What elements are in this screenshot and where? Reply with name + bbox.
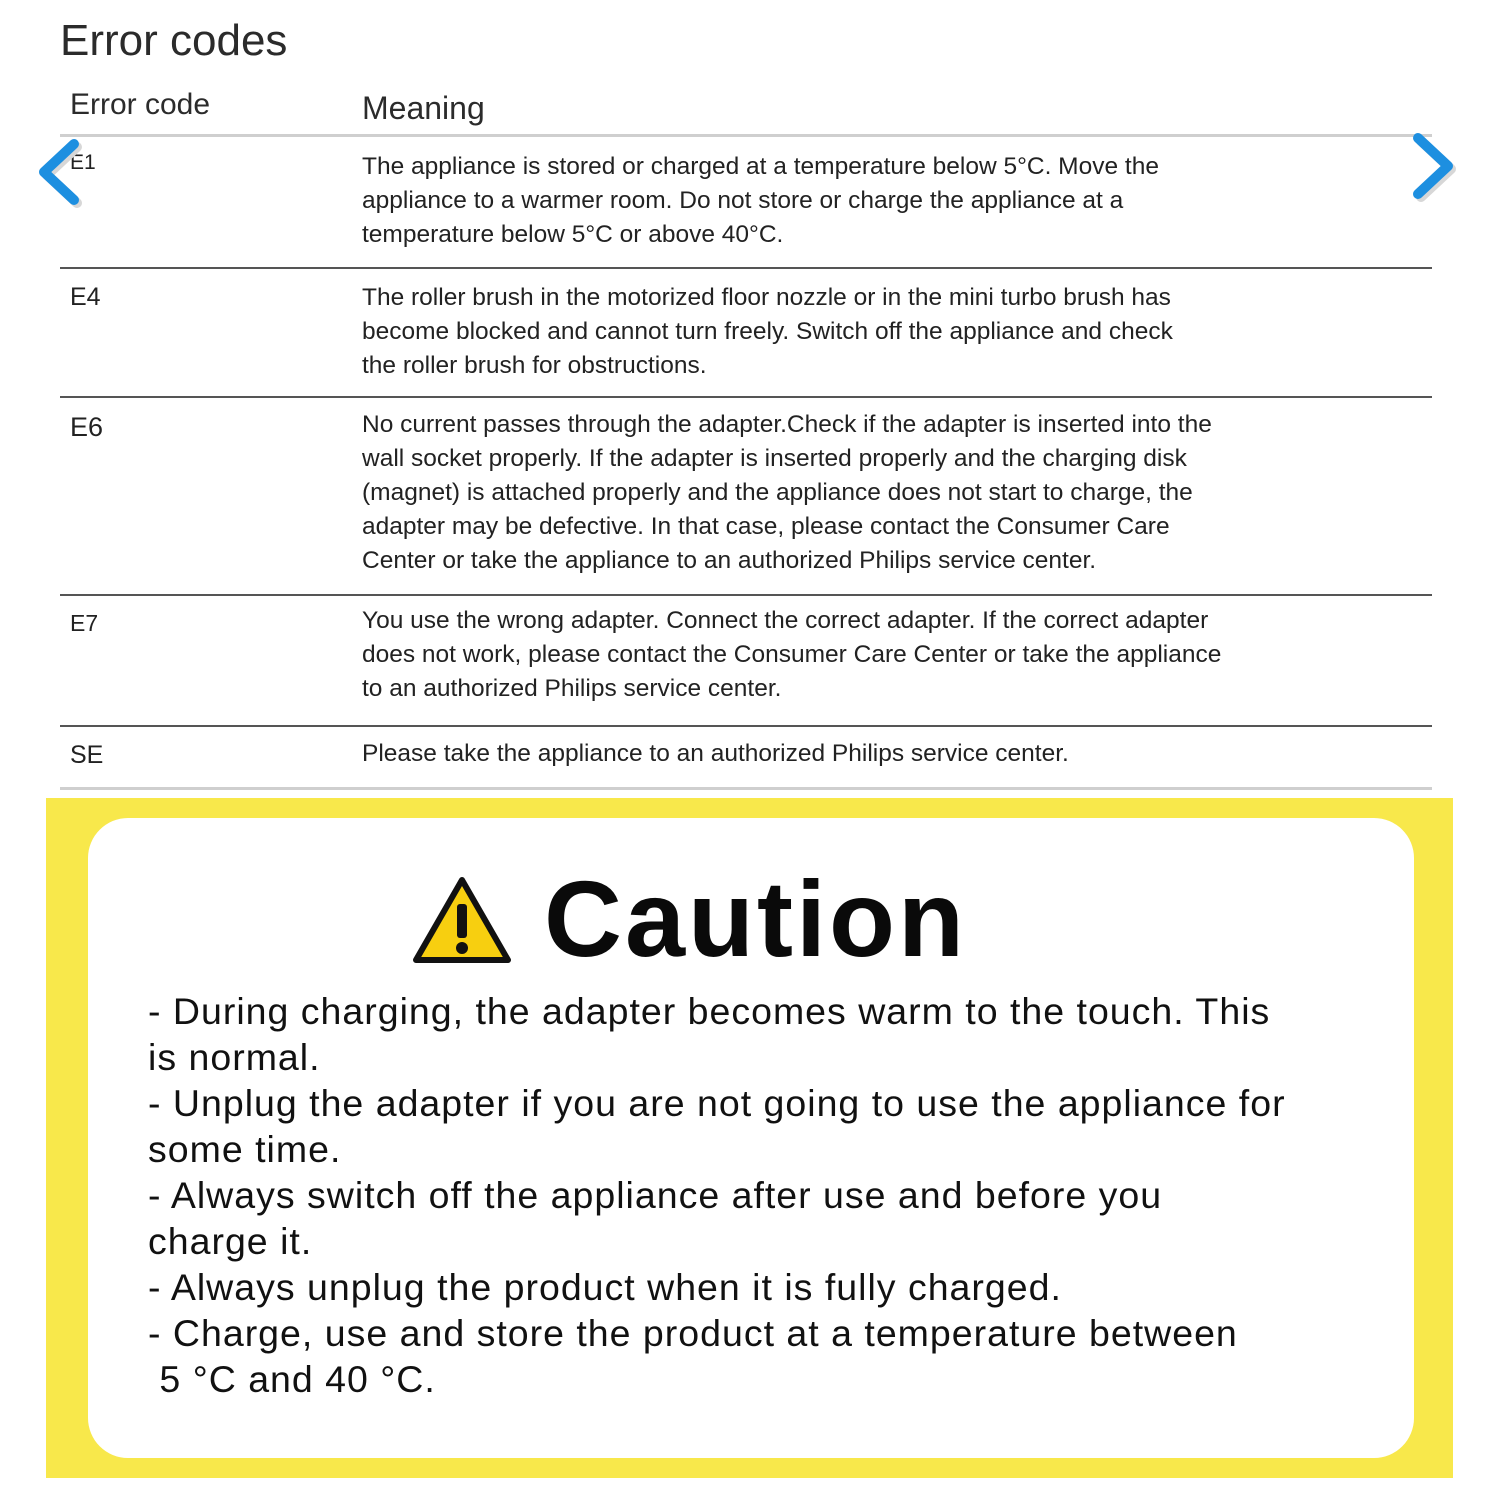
error-code-cell: SE [70, 741, 104, 769]
meaning-cell [362, 604, 1221, 706]
chevron-left-icon [34, 138, 84, 208]
error-codes-table [60, 82, 1432, 790]
next-button[interactable] [1408, 132, 1458, 202]
column-header-meaning: Meaning [362, 90, 485, 126]
list-item [148, 1172, 1378, 1264]
error-code-cell: E6 [70, 412, 104, 442]
caution-line: some time. [148, 1128, 342, 1170]
meaning-line: Center or take the appliance to an authorized Philips service center. [362, 547, 1097, 574]
caution-line: - During charging, the adapter becomes warm to the touch. This [148, 990, 1271, 1032]
meaning-line: temperature below 5°C or above 40°C. [362, 221, 784, 248]
error-code-cell: E7 [70, 610, 99, 636]
list-item [148, 1080, 1378, 1172]
table-row [60, 137, 1432, 269]
warning-triangle-icon [410, 874, 514, 968]
error-code-cell: E4 [70, 283, 101, 311]
caution-line: - Always switch off the appliance after use and before you [148, 1174, 1163, 1216]
meaning-cell [362, 408, 1212, 578]
meaning-cell [362, 281, 1173, 383]
meaning-line: (magnet) is attached properly and the appliance does not start to charge, the [362, 479, 1193, 506]
column-header-error-code: Error code [70, 88, 211, 121]
caution-line: is normal. [148, 1036, 321, 1078]
page-title: Error codes [60, 16, 288, 65]
meaning-line: Please take the appliance to an authorized Philips service center. [362, 740, 1069, 767]
table-row [60, 727, 1432, 790]
meaning-line: No current passes through the adapter.Check if the adapter is inserted into the [362, 411, 1212, 438]
list-item [148, 1310, 1378, 1402]
table-header [60, 82, 1432, 137]
meaning-line: appliance to a warmer room. Do not store or charge the appliance at a [362, 187, 1124, 214]
caution-line: - Unplug the adapter if you are not going to use the appliance for [148, 1082, 1286, 1124]
meaning-line: The appliance is stored or charged at a temperature below 5°C. Move the [362, 153, 1159, 180]
caution-title: Caution [544, 858, 967, 979]
caution-card [88, 818, 1414, 1458]
table-row [60, 596, 1432, 727]
meaning-line: the roller brush for obstructions. [362, 352, 707, 379]
list-item [148, 1264, 1378, 1310]
meaning-line: to an authorized Philips service center. [362, 675, 782, 702]
list-item [148, 988, 1378, 1080]
previous-button[interactable] [34, 138, 84, 208]
caution-line: 5 °C and 40 °C. [148, 1358, 436, 1400]
meaning-line: does not work, please contact the Consumer Care Center or take the appliance [362, 641, 1222, 668]
caution-list [148, 988, 1378, 1402]
meaning-cell [362, 150, 1159, 252]
meaning-line: The roller brush in the motorized floor nozzle or in the mini turbo brush has [362, 284, 1171, 311]
meaning-cell [362, 737, 1069, 771]
chevron-right-icon [1408, 132, 1458, 202]
caution-line: - Always unplug the product when it is fully charged. [148, 1266, 1062, 1308]
error-code-cell: E1 [70, 151, 96, 174]
caution-line: - Charge, use and store the product at a temperature between [148, 1312, 1238, 1354]
table-row [60, 269, 1432, 398]
meaning-line: You use the wrong adapter. Connect the correct adapter. If the correct adapter [362, 607, 1209, 634]
meaning-line: adapter may be defective. In that case, please contact the Consumer Care [362, 513, 1170, 540]
table-row [60, 398, 1432, 596]
meaning-line: wall socket properly. If the adapter is inserted properly and the charging disk [362, 445, 1187, 472]
meaning-line: become blocked and cannot turn freely. Switch off the appliance and check [362, 318, 1173, 345]
caution-line: charge it. [148, 1220, 313, 1262]
caution-panel [46, 798, 1453, 1478]
